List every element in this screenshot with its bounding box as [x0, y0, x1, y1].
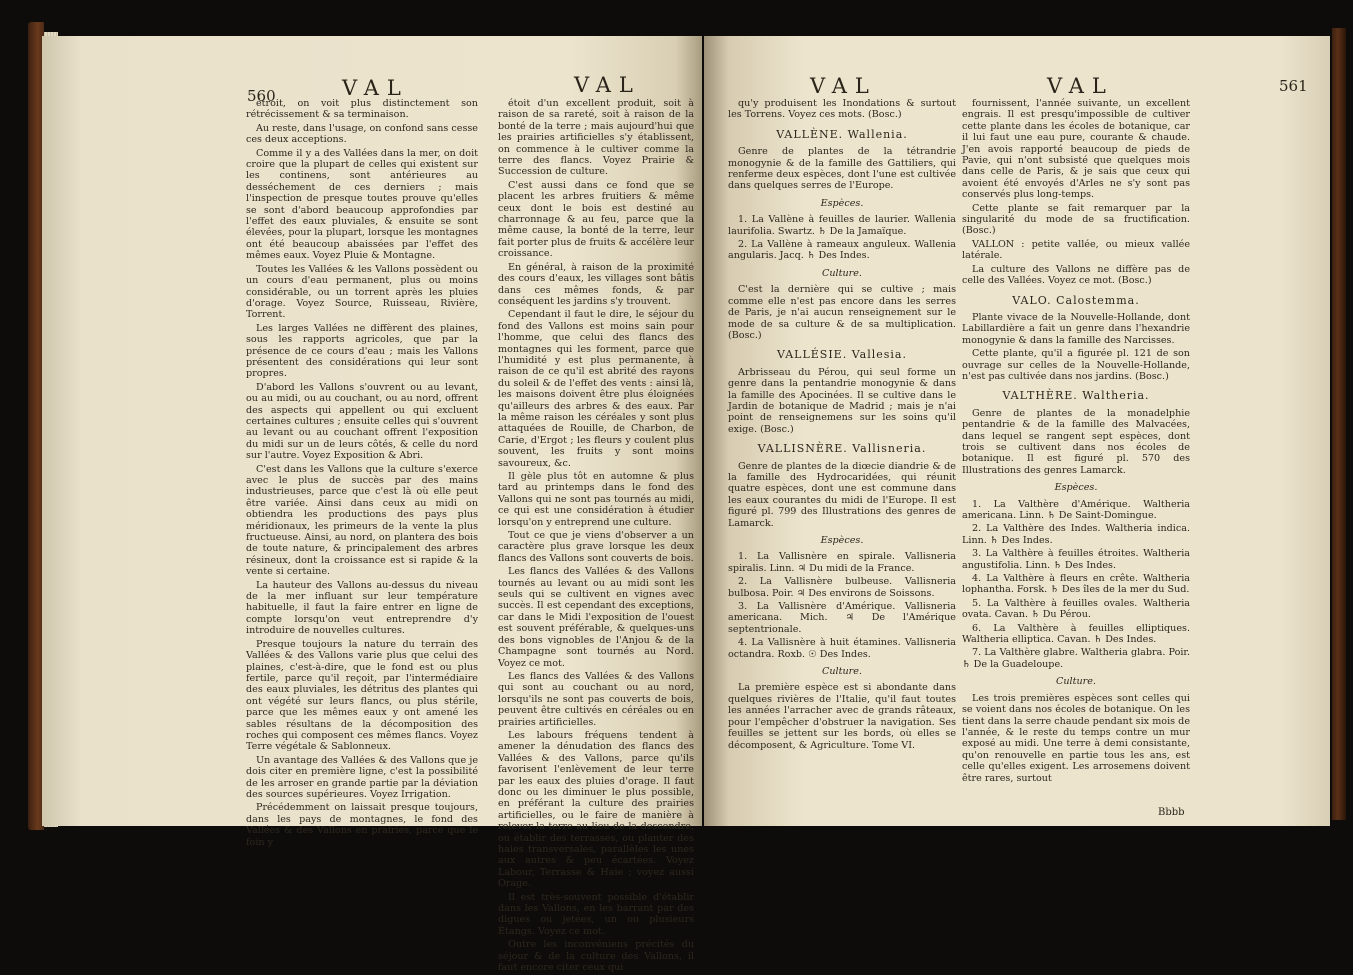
paragraph: 6. La Valthère à feuilles elliptiques. Waltheria elliptica. Cavan. ♄ Des Indes.: [962, 622, 1190, 646]
paragraph: Au reste, dans l'usage, on confond sans cesse ces deux acceptions.: [246, 122, 478, 146]
running-head-left-1: VAL: [342, 76, 409, 100]
paragraph: En général, à raison de la proximité des cours d'eaux, les villages sont bâtis dans ces mêmes fonds, & par conséquent les jardins s'y trouvent.: [498, 261, 694, 307]
paragraph: 2. La Vallène à rameaux anguleux. Wallenia angularis. Jacq. ♄ Des Indes.: [728, 239, 956, 262]
paragraph: Les labours fréquens tendent à amener la dénudation des flancs des Vallées & des Vallons, parce qu'ils favorisent l'enlèvement de leur terre par les eaux des pluies d'orage. Il faut donc ou les diminuer le plus possible, en préférant la culture des prairies artificielles, ou le faire de manière à relever la terre au lieu de la descendre, ou établir des terrasses, ou planter des haies transversales, parallèles les unes aux autres & peu écartées. Voyez Labour, Terrasse & Haie ; voyez aussi Orage.: [498, 729, 694, 890]
paragraph: 4. La Valthère à fleurs en crête. Waltheria lophantha. Forsk. ♄ Des îles de la mer du Sud.: [962, 573, 1190, 596]
paragraph: Les flancs des Vallées & des Vallons tournés au levant ou au midi sont les seuls qui se cultivent en vignes avec succès. Il est cependant des exceptions, car dans le Midi l'exposition de l'ouest est souvent préférable, & quelques-uns des bons vignobles de l'Anjou & de la Champagne sont tournés au Nord. Voyez ce mot.: [498, 566, 694, 669]
paragraph: Outre les inconvéniens précités du séjour & de la culture des Vallons, il faut encore citer ceux qui: [498, 939, 694, 974]
paragraph: La culture des Vallons ne diffère pas de celle des Vallées. Voyez ce mot. (Bosc.): [962, 263, 1190, 287]
section-subheading: Espèces.: [1054, 482, 1098, 494]
left-page: [42, 36, 702, 974]
text-column-1: [246, 98, 478, 850]
paragraph: D'abord les Vallons s'ouvrent ou au levant, ou au midi, ou au couchant, ou au nord, offrent des aspects qui appellent ou qui excluent certaines cultures ; ensuite celles qui s'ouvrent au levant ou au couchant offrent l'exposition du midi sur un de leurs côtés, & celle du nord sur l'autre. Voyez Exposition & Abri.: [246, 381, 478, 462]
entry-heading: VALLISNÈRE. Vallisneria.: [757, 442, 927, 456]
paragraph: 3. La Valthère à feuilles étroites. Waltheria angustifolia. Linn. ♄ Des Indes.: [962, 548, 1190, 571]
paragraph: 3. La Vallisnère d'Amérique. Vallisneria americana. Mich. ♃ De l'Amérique septentrionale.: [728, 601, 956, 635]
paragraph: Genre de plantes de la tétrandrie monogynie & de la famille des Gattiliers, qui renferme deux espèces, dont l'une est cultivée dans quelques serres de l'Europe.: [728, 146, 956, 192]
paragraph: La première espèce est si abondante dans quelques rivières de l'Italie, qu'il faut toutes les années l'arracher avec de grands râteaux, pour l'empêcher d'obstruer la navigation. Ses feuilles se jettent sur les bords, où elles se décomposent, & Agriculture. Tome VI.: [728, 682, 956, 751]
text-column-2: [498, 98, 694, 975]
section-subheading: Culture.: [1056, 676, 1096, 688]
paragraph: 7. La Valthère glabre. Waltheria glabra. Poir. ♄ De la Guadeloupe.: [962, 647, 1190, 670]
paragraph: étroit, on voit plus distinctement son rétrécissement & sa terminaison.: [246, 98, 478, 121]
book: [28, 22, 1346, 974]
paragraph: 1. La Vallisnère en spirale. Vallisneria spiralis. Linn. ♃ Du midi de la France.: [728, 551, 956, 574]
section-subheading: Espèces.: [820, 197, 864, 209]
entry-heading: VALO. Calostemma.: [1012, 293, 1140, 307]
paragraph: 4. La Vallisnère à huit étamines. Vallisneria octandra. Roxb. ☉ Des Indes.: [728, 637, 956, 660]
paragraph: fournissent, l'année suivante, un excellent engrais. Il est presqu'impossible de cultiver cette plante dans les écoles de botanique, car il lui faut une eau pure, courante & chaude. J'en avois rapporté beaucoup de pieds de Pavie, qui n'ont subsisté que quelques mois dans celle de Paris, & je sais que ceux qui avoient été envoyés d'Arles ne s'y sont pas conservés plus long-temps.: [962, 98, 1190, 201]
section-subheading: Culture.: [822, 267, 862, 279]
paragraph: 1. La Vallène à feuilles de laurier. Wallenia laurifolia. Swartz. ♄ De la Jamaïque.: [728, 214, 956, 237]
paragraph: Presque toujours la nature du terrain des Vallées & des Vallons varie plus que celui des plaines, c'est-à-dire, que le fond est ou plus fertile, parce qu'il reçoit, par l'intermédiaire des eaux pluviales, les détritus des plantes qui ont végété sur leurs flancs, ou plus stérile, parce que les mêmes eaux y ont amené les sables résultans de la décomposition des roches qui composent ces mêmes flancs. Voyez Terre végétale & Sablonneux.: [246, 638, 478, 753]
entry-heading: VALLÈNE. Wallenia.: [776, 127, 908, 141]
paragraph: Cependant il faut le dire, le séjour du fond des Vallons est moins sain pour l'homme, que celui des flancs des montagnes qui les forment, parce que l'humidité y est plus permanente, à raison de ce qu'il est abrité des rayons du soleil & de l'effet des vents : ainsi là, les maisons doivent être plus éloignées qu'ailleurs des arbres & des eaux. Par la même raison les céréales y sont plus attaquées de Rouille, de Charbon, de Carie, d'Ergot ; les fleurs y coulent plus souvent, les fruits y sont moins savoureux, &c.: [498, 309, 694, 469]
entry-heading: VALTHÈRE. Waltheria.: [1002, 389, 1150, 403]
paragraph: Cette plante, qu'il a figurée pl. 121 de son ouvrage sur celles de la Nouvelle-Hollande, n'est pas cultivée dans nos jardins. (Bosc.): [962, 348, 1190, 382]
paragraph: Il est très-souvent possible d'établir dans les Vallons, en les barrant par des digues ou jetées, un ou plusieurs Étangs. Voyez ce mot.: [498, 891, 694, 937]
paragraph: 2. La Vallisnère bulbeuse. Vallisneria bulbosa. Poir. ♃ Des environs de Soissons.: [728, 576, 956, 599]
paragraph: Les flancs des Vallées & des Vallons qui sont au couchant ou au nord, lorsqu'ils ne sont pas couverts de bois, peuvent être cultivés en céréales ou en prairies artificielles.: [498, 670, 694, 728]
entry-heading: VALLÉSIE. Vallesia.: [777, 348, 907, 362]
paragraph: Cette plante se fait remarquer par la singularité du mode de sa fructification. (Bosc.): [962, 202, 1190, 237]
paragraph: Un avantage des Vallées & des Vallons que je dois citer en première ligne, c'est la possibilité de les arroser en grande partie par la déviation des sources supérieures. Voyez Irrigation.: [246, 754, 478, 800]
paragraph: 5. La Valthère à feuilles ovales. Waltheria ovata. Cavan. ♄ Du Pérou.: [962, 597, 1190, 621]
text-column-3: [728, 98, 956, 753]
paragraph: Les trois premières espèces sont celles qui se voient dans nos écoles de botanique. On les tient dans la serre chaude pendant six mois de l'année, & le reste du temps contre un mur exposé au midi. Une terre à demi consistante, qu'on renouvelle en partie tous les ans, est celle qu'elles exigent. Les arrosemens doivent être rares, surtout: [962, 692, 1190, 784]
paragraph: Tout ce que je viens d'observer a un caractère plus grave lorsque les deux flancs des Vallons sont couverts de bois.: [498, 530, 694, 564]
page-number-right: 561: [1279, 77, 1308, 95]
running-head-right-1: VAL: [810, 74, 877, 98]
paragraph: Précédemment on laissait presque toujours, dans les pays de montagnes, le fond des Vallées & des Vallons en prairies, parce que le foin y: [246, 802, 478, 848]
paragraph: 2. La Valthère des Indes. Waltheria indica. Linn. ♄ Des Indes.: [962, 523, 1190, 546]
paragraph: Plante vivace de la Nouvelle-Hollande, dont Labillardière a fait un genre dans l'hexandrie monogynie & dans la famille des Narcisses.: [962, 311, 1190, 346]
right-page: [704, 36, 1330, 826]
paragraph: Arbrisseau du Pérou, qui seul forme un genre dans la pentandrie monogynie & dans la famille des Apocinées. Il se cultive dans le Jardin de botanique de Madrid ; mais je n'ai point de renseignemens sur les soins qu'il exige. (Bosc.): [728, 366, 956, 435]
paragraph: Toutes les Vallées & les Vallons possèdent ou un cours d'eau permanent, plus ou moins considérable, ou un torrent après les pluies d'orage. Voyez Source, Ruisseau, Rivière, Torrent.: [246, 263, 478, 321]
paragraph: C'est la dernière qui se cultive ; mais comme elle n'est pas encore dans les serres de Paris, je n'ai aucun renseignement sur le mode de sa culture & de sa multiplication. (Bosc.): [728, 284, 956, 341]
paragraph: 1. La Valthère d'Amérique. Waltheria americana. Linn. ♄ De Saint-Domingue.: [962, 498, 1190, 521]
paragraph: qu'y produisent les Inondations & surtout les Torrens. Voyez ces mots. (Bosc.): [728, 98, 956, 121]
section-subheading: Culture.: [822, 666, 862, 678]
paragraph: Genre de plantes de la monadelphie pentandrie & de la famille des Malvacées, dans lequel se rangent sept espèces, dont trois se cultivent dans nos écoles de botanique. Il est figuré pl. 570 des Illustrations des genres Lamarck.: [962, 407, 1190, 476]
text-column-4: [962, 98, 1190, 786]
section-subheading: Espèces.: [820, 535, 864, 546]
right-cover: [1332, 28, 1346, 820]
paragraph: Comme il y a des Vallées dans la mer, on doit croire que la plupart de celles qui existent sur les continens, sont antérieures au desséchement de ces derniers ; mais l'inspection de presque toutes prouve qu'elles se sont d'abord beaucoup approfondies par l'effet des eaux pluviales, & ensuite se sont élevées, pour la plupart, lorsque les montagnes ont été beaucoup abaissées par l'effet des mêmes eaux. Voyez Pluie & Montagne.: [246, 147, 478, 262]
paragraph: étoit d'un excellent produit, soit à raison de sa rareté, soit à raison de la bonté de la terre ; mais aujourd'hui que les prairies artificielles s'y établissent, on commence à le cultiver comme la terre des flancs. Voyez Prairie & Succession de culture.: [498, 98, 694, 178]
paragraph: La hauteur des Vallons au-dessus du niveau de la mer influant sur leur température habituelle, il faut la faire entrer en ligne de compte lorsqu'on veut entreprendre d'y introduire de nouvelles cultures.: [246, 579, 478, 637]
signature-mark: Bbbb: [1158, 807, 1185, 818]
running-head-left-2: VAL: [574, 73, 641, 97]
paragraph: C'est aussi dans ce fond que se placent les arbres fruitiers & même ceux dont le bois est destiné au charronnage & au feu, parce que la même cause, la bonté de la terre, leur fait porter plus de fruits & accélère leur croissance.: [498, 179, 694, 260]
paragraph: Genre de plantes de la diœcie diandrie & de la famille des Hydrocaridées, qui réunit quatre espèces, dont une est commune dans les eaux courantes du midi de l'Europe. Il est figuré pl. 799 des Illustrations des genres de Lamarck.: [728, 460, 956, 529]
paragraph: Il gèle plus tôt en automne & plus tard au printemps dans le fond des Vallons qui ne sont pas tournés au midi, ce qui est une considération à étudier lorsqu'on y entreprend une culture.: [498, 471, 694, 528]
page-number-left: 560: [247, 87, 276, 105]
running-head-right-2: VAL: [1047, 74, 1114, 98]
paragraph: VALLON : petite vallée, ou mieux vallée latérale.: [962, 238, 1190, 262]
paragraph: C'est dans les Vallons que la culture s'exerce avec le plus de succès par des mains industrieuses, parce que c'est là où elle peut être variée. Ainsi dans ceux au midi on obtiendra les productions des pays plus méridionaux, les primeurs de la vente la plus fructueuse. Ainsi, au nord, on plantera des bois de toute nature, & principalement des arbres résineux, dont la croissance est si rapide & la vente si certaine.: [246, 463, 478, 578]
paragraph: Les larges Vallées ne diffèrent des plaines, sous les rapports agricoles, que par la présence de ce cours d'eau ; mais les Vallons présentent des considérations qui leur sont propres.: [246, 322, 478, 380]
